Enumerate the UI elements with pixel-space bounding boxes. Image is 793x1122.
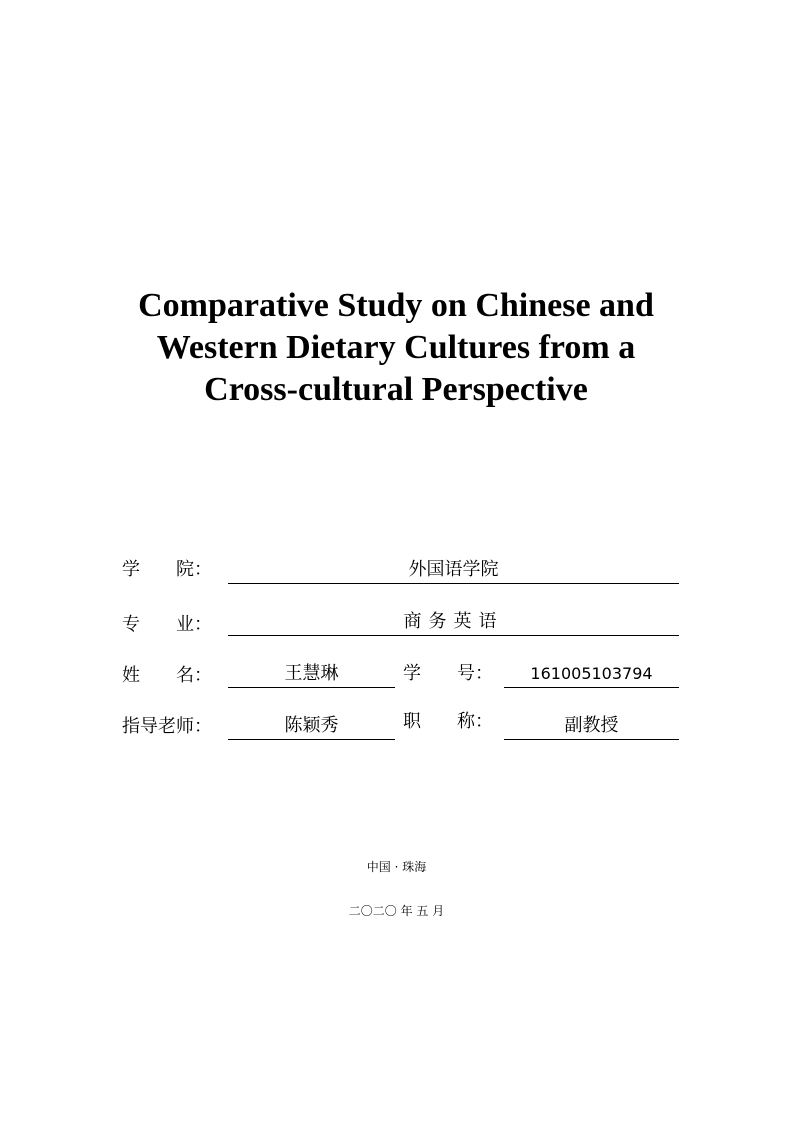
date-text: 二〇二〇 年 五 月 [348,904,445,918]
title-line-1: Comparative Study on Chinese and [138,287,654,324]
advisor-title-label: 职 称： [403,711,493,732]
college-label: 学 院： [122,559,212,580]
location-text: 中国 · 珠海 [366,860,427,874]
name-value: 王慧琳 [228,661,395,688]
thesis-title [96,285,696,411]
advisor-label: 指导老师： [122,716,212,737]
college-value: 外国语学院 [228,557,679,584]
title-line-3: Cross-cultural Perspective [204,371,588,408]
advisor-title-value: 副教授 [504,713,679,740]
advisor-value: 陈颖秀 [228,713,395,740]
title-line-2: Western Dietary Cultures from a [156,329,636,366]
name-label: 姓 名： [122,665,212,686]
student-id-label: 学 号： [403,663,493,684]
student-id-value: 161005103794 [504,661,679,688]
major-label: 专 业： [122,614,212,635]
major-value: 商务英语 [228,609,679,636]
